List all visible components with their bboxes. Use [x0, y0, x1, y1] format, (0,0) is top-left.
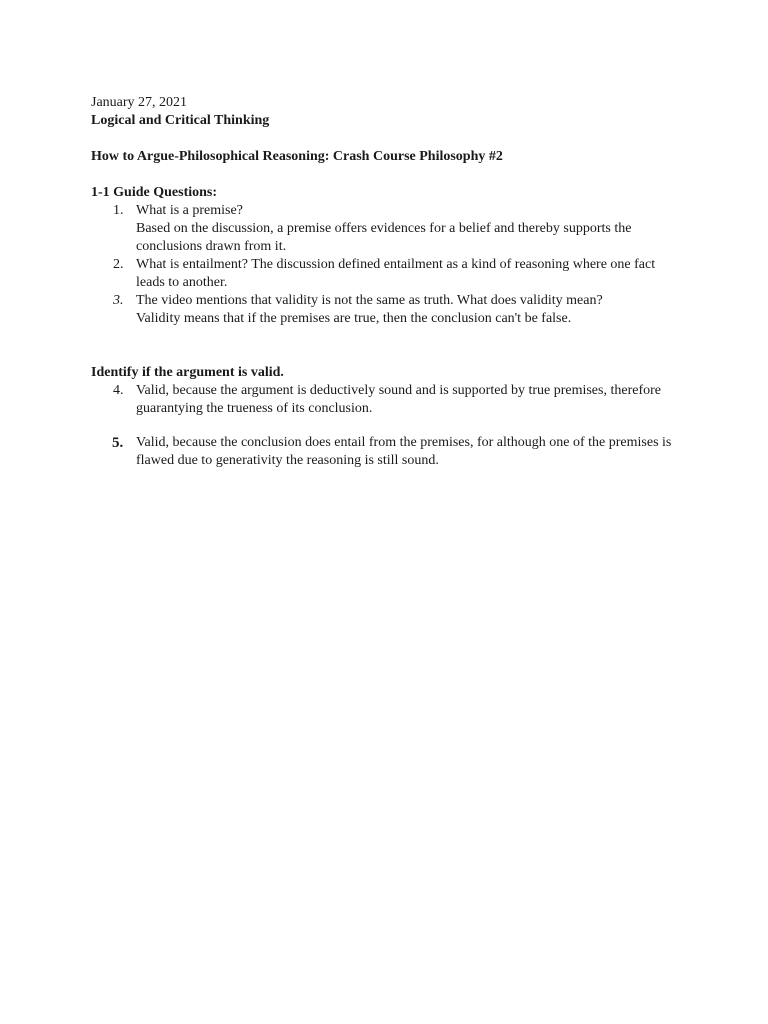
validity-item-4 — [91, 382, 681, 418]
guide-item-3 — [91, 292, 681, 328]
item-number: 5. — [112, 435, 124, 451]
course-title: Logical and Critical Thinking — [91, 113, 270, 128]
item-question: What is entailment? The discussion defined entailment as a kind of reasoning where one fact leads to another. — [136, 257, 656, 290]
guide-questions-heading: 1-1 Guide Questions: — [91, 185, 218, 200]
guide-item-2 — [91, 256, 681, 292]
item-number: 4. — [113, 383, 124, 398]
item-text: Valid, because the conclusion does entail from the premises, for although one of the premises is flawed due to generativity the reasoning is still sound. — [136, 435, 672, 468]
document-body — [91, 94, 681, 470]
item-question: What is a premise? — [136, 203, 243, 218]
item-answer: Validity means that if the premises are true, then the conclusion can't be false. — [136, 311, 572, 326]
document-date: January 27, 2021 — [91, 95, 188, 110]
validity-heading: Identify if the argument is valid. — [91, 365, 284, 380]
item-number: 1. — [113, 203, 124, 218]
guide-item-1 — [91, 202, 681, 256]
item-number: 2. — [113, 257, 124, 272]
item-answer: Based on the discussion, a premise offers evidences for a belief and thereby supports the conclusions drawn from it. — [136, 221, 632, 254]
item-number: 3. — [113, 293, 124, 308]
item-question: The video mentions that validity is not the same as truth. What does validity mean? — [136, 293, 603, 308]
video-title: How to Argue-Philosophical Reasoning: Crash Course Philosophy #2 — [91, 149, 503, 164]
validity-item-5 — [91, 434, 681, 470]
item-text: Valid, because the argument is deductively sound and is supported by true premises, therefore guarantying the trueness of its conclusion. — [136, 383, 661, 416]
